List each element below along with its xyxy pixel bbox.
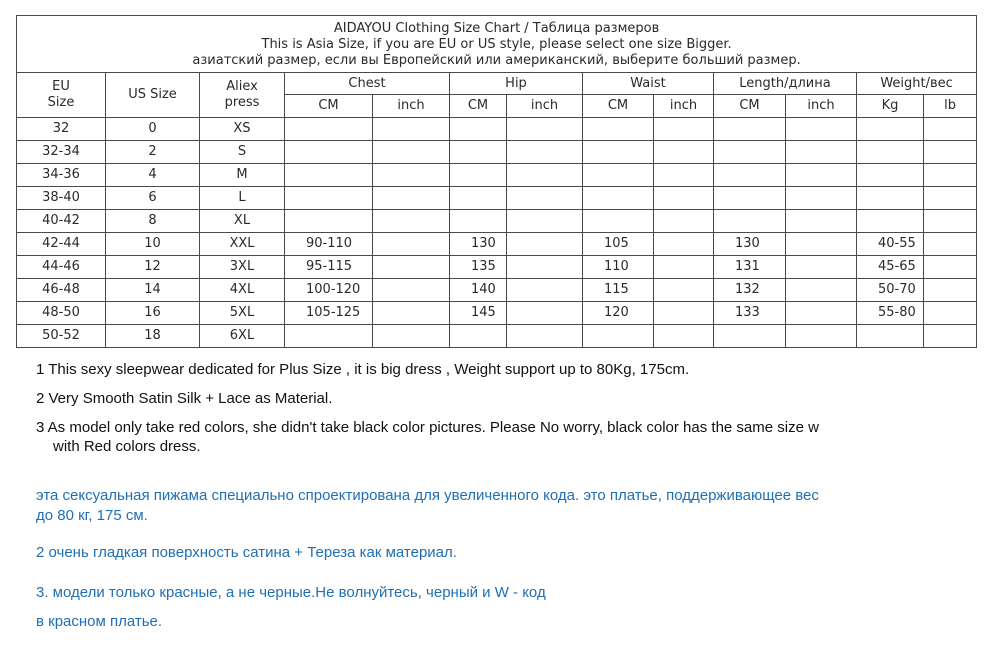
cell-aliexpress-size: 5XL (200, 302, 285, 325)
cell-waist-cm (583, 141, 654, 164)
cell-hip-inch (507, 187, 583, 210)
header-length: Length/длина (714, 73, 857, 95)
cell-aliexpress-size: 4XL (200, 279, 285, 302)
cell-waist-inch (654, 210, 714, 233)
cell-length-inch (786, 118, 857, 141)
cell-waist-inch (654, 256, 714, 279)
table-row (17, 279, 977, 302)
cell-eu-size: 48-50 (17, 302, 106, 325)
unit-weight-lb: lb (924, 95, 977, 118)
cell-us-size: 16 (106, 302, 200, 325)
header-hip: Hip (450, 73, 583, 95)
cell-us-size: 18 (106, 325, 200, 348)
cell-length-inch (786, 302, 857, 325)
cell-weight-lb (924, 256, 977, 279)
table-row (17, 118, 977, 141)
cell-chest-inch (373, 210, 450, 233)
cell-chest-inch (373, 118, 450, 141)
cell-weight-lb (924, 118, 977, 141)
cell-weight-kg (857, 325, 924, 348)
table-row (17, 187, 977, 210)
cell-weight-kg (857, 164, 924, 187)
cell-weight-lb (924, 302, 977, 325)
cell-weight-lb (924, 141, 977, 164)
cell-chest-inch (373, 164, 450, 187)
header-size-label: Size (47, 95, 75, 110)
cell-aliexpress-size: XL (200, 210, 285, 233)
cell-aliexpress-size: M (200, 164, 285, 187)
cell-waist-cm (583, 187, 654, 210)
cell-waist-inch (654, 233, 714, 256)
cell-hip-cm (450, 141, 507, 164)
cell-hip-cm (450, 164, 507, 187)
table-row (17, 302, 977, 325)
cell-length-cm: 130 (714, 233, 786, 256)
cell-hip-cm (450, 118, 507, 141)
cell-eu-size: 38-40 (17, 187, 106, 210)
cell-length-cm: 131 (714, 256, 786, 279)
cell-aliexpress-size: S (200, 141, 285, 164)
note-en-2: 2 Very Smooth Satin Silk + Lace as Material. (36, 390, 333, 407)
cell-waist-inch (654, 141, 714, 164)
cell-aliexpress-size: 3XL (200, 256, 285, 279)
cell-us-size: 8 (106, 210, 200, 233)
cell-weight-lb (924, 210, 977, 233)
cell-hip-inch (507, 256, 583, 279)
size-rows (17, 118, 977, 348)
cell-weight-lb (924, 279, 977, 302)
cell-hip-cm (450, 187, 507, 210)
cell-length-inch (786, 233, 857, 256)
cell-chest-cm (285, 325, 373, 348)
cell-eu-size: 44-46 (17, 256, 106, 279)
cell-length-cm (714, 210, 786, 233)
cell-weight-kg (857, 210, 924, 233)
note-en-3-line2: with Red colors dress. (53, 438, 201, 455)
cell-length-cm (714, 118, 786, 141)
cell-chest-inch (373, 141, 450, 164)
cell-length-inch (786, 279, 857, 302)
cell-weight-kg: 50-70 (857, 279, 924, 302)
cell-length-inch (786, 325, 857, 348)
cell-hip-cm: 130 (450, 233, 507, 256)
unit-waist-inch: inch (654, 95, 714, 118)
title-line-brand: AIDAYOU Clothing Size Chart / Таблица размеров (333, 21, 660, 36)
cell-length-cm (714, 141, 786, 164)
table-row (17, 325, 977, 348)
cell-length-inch (786, 256, 857, 279)
cell-waist-inch (654, 302, 714, 325)
cell-eu-size: 40-42 (17, 210, 106, 233)
unit-chest-inch: inch (373, 95, 450, 118)
cell-chest-cm: 100-120 (285, 279, 373, 302)
cell-waist-cm (583, 210, 654, 233)
table-row (17, 141, 977, 164)
cell-length-inch (786, 187, 857, 210)
cell-waist-cm: 105 (583, 233, 654, 256)
cell-chest-cm (285, 164, 373, 187)
cell-chest-cm (285, 141, 373, 164)
cell-aliexpress-size: L (200, 187, 285, 210)
cell-weight-kg (857, 118, 924, 141)
cell-chest-cm (285, 118, 373, 141)
cell-chest-cm: 105-125 (285, 302, 373, 325)
cell-waist-cm: 115 (583, 279, 654, 302)
cell-hip-inch (507, 302, 583, 325)
cell-length-cm: 133 (714, 302, 786, 325)
cell-aliexpress-size: XXL (200, 233, 285, 256)
cell-waist-inch (654, 279, 714, 302)
header-chest: Chest (285, 73, 450, 95)
cell-weight-lb (924, 325, 977, 348)
unit-chest-cm: CM (285, 95, 373, 118)
cell-waist-inch (654, 187, 714, 210)
note-ru-1-line2: до 80 кг, 175 см. (36, 507, 148, 524)
cell-waist-cm: 110 (583, 256, 654, 279)
cell-chest-cm (285, 210, 373, 233)
unit-weight-kg: Kg (857, 95, 924, 118)
cell-chest-cm: 95-115 (285, 256, 373, 279)
cell-aliexpress-size: 6XL (200, 325, 285, 348)
cell-chest-inch (373, 187, 450, 210)
cell-us-size: 0 (106, 118, 200, 141)
cell-aliexpress-size: XS (200, 118, 285, 141)
cell-hip-cm: 145 (450, 302, 507, 325)
cell-length-cm (714, 325, 786, 348)
header-us-size: US Size (106, 73, 200, 118)
cell-hip-inch (507, 118, 583, 141)
cell-eu-size: 32-34 (17, 141, 106, 164)
header-eu-label: EU (52, 79, 70, 94)
cell-eu-size: 32 (17, 118, 106, 141)
header-weight: Weight/вес (857, 73, 977, 95)
table-row (17, 210, 977, 233)
cell-hip-cm (450, 325, 507, 348)
cell-waist-cm (583, 325, 654, 348)
cell-hip-inch (507, 210, 583, 233)
cell-length-cm (714, 164, 786, 187)
title-line-english: This is Asia Size, if you are EU or US style, please select one size Bigger. (261, 37, 732, 52)
note-ru-2: 2 очень гладкая поверхность сатина + Тереза как материал. (36, 544, 457, 561)
title-line-russian: азиатский размер, если вы Европейский или американский, выберите больший размер. (192, 53, 801, 68)
cell-waist-inch (654, 164, 714, 187)
cell-chest-cm (285, 187, 373, 210)
cell-length-inch (786, 164, 857, 187)
unit-hip-cm: CM (450, 95, 507, 118)
note-en-3-line1: 3 As model only take red colors, she didn't take black color pictures. Please No worry, black color has the same size w (36, 419, 819, 436)
cell-chest-inch (373, 302, 450, 325)
cell-length-cm (714, 187, 786, 210)
unit-length-cm: CM (714, 95, 786, 118)
cell-weight-lb (924, 187, 977, 210)
cell-us-size: 12 (106, 256, 200, 279)
size-chart-title (17, 16, 977, 73)
note-ru-1-line1: эта сексуальная пижама специально спроектирована для увеличенного кода. это платье, поддерживающее вес (36, 487, 819, 504)
unit-waist-cm: CM (583, 95, 654, 118)
cell-eu-size: 42-44 (17, 233, 106, 256)
cell-chest-inch (373, 256, 450, 279)
cell-weight-lb (924, 233, 977, 256)
cell-chest-inch (373, 279, 450, 302)
note-en-1: 1 This sexy sleepwear dedicated for Plus Size , it is big dress , Weight support up to 80Kg, 175cm. (36, 361, 690, 378)
cell-eu-size: 34-36 (17, 164, 106, 187)
cell-us-size: 2 (106, 141, 200, 164)
cell-length-cm: 132 (714, 279, 786, 302)
cell-hip-inch (507, 141, 583, 164)
header-aliex-label: Aliex (226, 79, 258, 94)
header-press-label: press (224, 95, 260, 110)
cell-weight-lb (924, 164, 977, 187)
note-ru-3-line1: 3. модели только красные, а не черные.Не волнуйтесь, черный и W - код (36, 584, 546, 601)
cell-waist-cm (583, 164, 654, 187)
cell-us-size: 10 (106, 233, 200, 256)
size-chart-table (16, 15, 977, 348)
cell-length-inch (786, 210, 857, 233)
cell-waist-cm: 120 (583, 302, 654, 325)
cell-hip-inch (507, 233, 583, 256)
unit-hip-inch: inch (507, 95, 583, 118)
cell-length-inch (786, 141, 857, 164)
header-waist: Waist (583, 73, 714, 95)
unit-length-inch: inch (786, 95, 857, 118)
cell-chest-inch (373, 233, 450, 256)
note-ru-3-line2: в красном платье. (36, 613, 163, 630)
cell-weight-kg (857, 187, 924, 210)
cell-eu-size: 46-48 (17, 279, 106, 302)
cell-hip-cm: 140 (450, 279, 507, 302)
cell-waist-inch (654, 118, 714, 141)
cell-chest-inch (373, 325, 450, 348)
cell-weight-kg (857, 141, 924, 164)
cell-waist-inch (654, 325, 714, 348)
cell-weight-kg: 55-80 (857, 302, 924, 325)
table-row (17, 233, 977, 256)
cell-weight-kg: 40-55 (857, 233, 924, 256)
cell-us-size: 14 (106, 279, 200, 302)
cell-hip-inch (507, 325, 583, 348)
header-eu-size (17, 73, 106, 118)
cell-eu-size: 50-52 (17, 325, 106, 348)
cell-chest-cm: 90-110 (285, 233, 373, 256)
cell-us-size: 4 (106, 164, 200, 187)
cell-weight-kg: 45-65 (857, 256, 924, 279)
cell-hip-inch (507, 164, 583, 187)
header-aliexpress (200, 73, 285, 118)
cell-us-size: 6 (106, 187, 200, 210)
cell-hip-inch (507, 279, 583, 302)
cell-hip-cm (450, 210, 507, 233)
table-row (17, 256, 977, 279)
table-row (17, 164, 977, 187)
cell-waist-cm (583, 118, 654, 141)
cell-hip-cm: 135 (450, 256, 507, 279)
